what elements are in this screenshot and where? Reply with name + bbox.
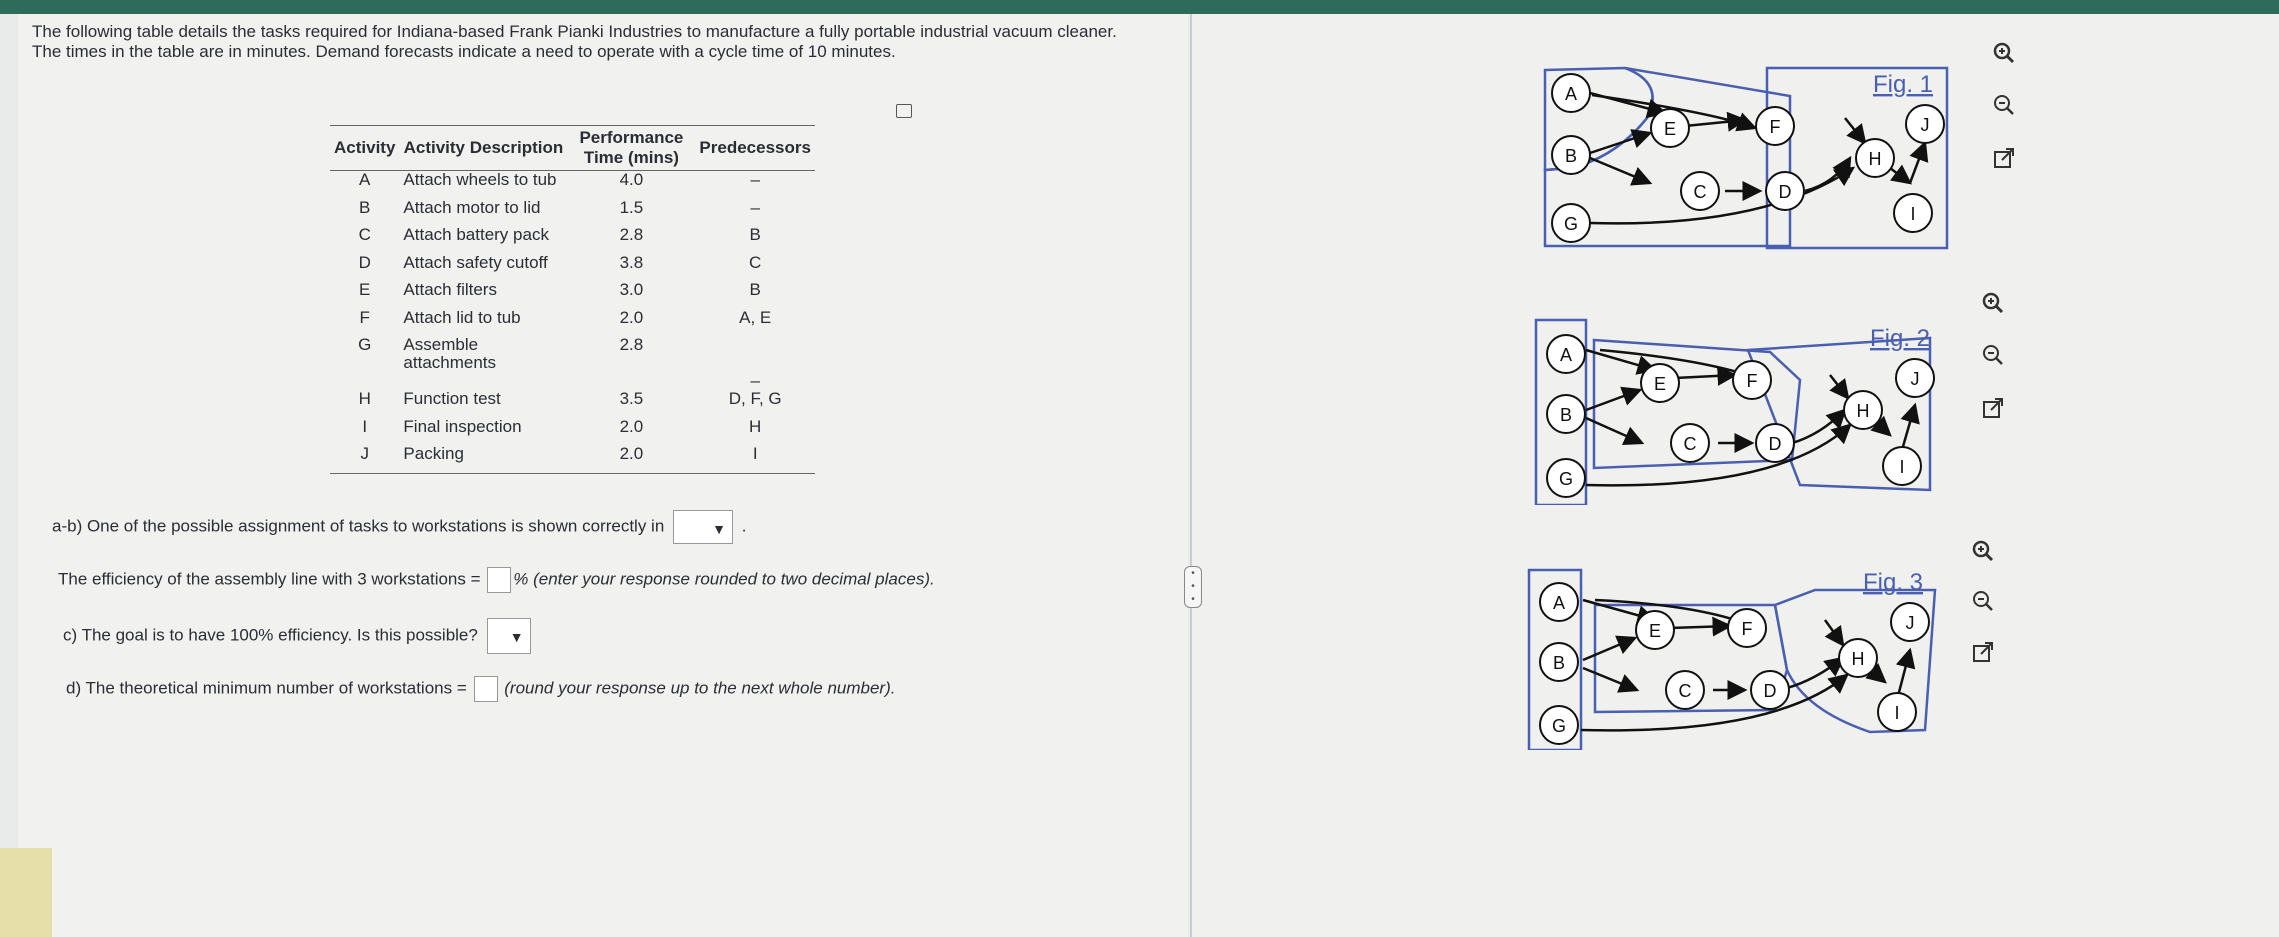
node-label: A bbox=[1559, 345, 1573, 365]
efficiency-input[interactable] bbox=[487, 567, 511, 593]
figure-label: Fig. 3 bbox=[1862, 569, 1924, 596]
top-bar bbox=[0, 0, 2279, 14]
dropdown-arrow-icon: ▼ bbox=[712, 521, 727, 537]
table-row: J Packing 2.0 I bbox=[330, 445, 815, 473]
open-external-icon[interactable] bbox=[1970, 640, 1996, 666]
zoom-in-icon[interactable] bbox=[1991, 40, 2017, 66]
node-label: E bbox=[1653, 374, 1667, 394]
node-label: J bbox=[1905, 613, 1915, 633]
figure-2 bbox=[1530, 310, 1950, 505]
copy-icon[interactable] bbox=[896, 104, 912, 118]
node-label: A bbox=[1552, 593, 1566, 613]
table-row: G Assemble attachments 2.8 – bbox=[358, 335, 760, 390]
zoom-out-icon[interactable] bbox=[1980, 342, 2006, 368]
node-label: G bbox=[1551, 716, 1567, 736]
min-workstations-input[interactable] bbox=[474, 676, 498, 702]
table-row: H Function test 3.5 D, F, G bbox=[358, 389, 782, 408]
zoom-out-icon[interactable] bbox=[1991, 92, 2017, 118]
node-label: E bbox=[1648, 621, 1662, 641]
node-label: B bbox=[1552, 653, 1566, 673]
table-row: E Attach filters 3.0 B bbox=[359, 280, 761, 299]
node-label: A bbox=[1564, 84, 1578, 104]
activity-table bbox=[330, 125, 815, 474]
zoom-out-icon[interactable] bbox=[1970, 588, 1996, 614]
node-label: C bbox=[1678, 681, 1692, 701]
open-external-icon[interactable] bbox=[1991, 146, 2017, 172]
zoom-in-icon[interactable] bbox=[1980, 290, 2006, 316]
dropdown-arrow-icon: ▼ bbox=[509, 629, 524, 645]
figure-label: Fig. 2 bbox=[1869, 325, 1931, 352]
node-label: J bbox=[1920, 115, 1930, 135]
node-label: H bbox=[1856, 401, 1870, 421]
table-row: B Attach motor to lid 1.5 – bbox=[359, 197, 760, 217]
node-label: F bbox=[1746, 371, 1758, 391]
node-label: F bbox=[1769, 117, 1781, 137]
node-label: H bbox=[1868, 149, 1882, 169]
node-label: D bbox=[1763, 681, 1777, 701]
node-label: B bbox=[1559, 405, 1573, 425]
node-label: I bbox=[1894, 703, 1900, 723]
node-label: D bbox=[1768, 434, 1782, 454]
problem-intro: The following table details the tasks required for Indiana-based Frank Pianki Industries to manufacture a fully portable industrial vacuum cleaner. The times in the table are in minutes. Demand forecasts indicate a need to operate with a cycle time of 10 minutes. bbox=[32, 22, 1117, 61]
node-label: I bbox=[1899, 457, 1905, 477]
col-header-description: Activity Description bbox=[399, 126, 567, 171]
possible-select-dropdown[interactable] bbox=[487, 618, 531, 654]
col-header-time: Performance Time (mins) bbox=[567, 126, 695, 171]
node-label: C bbox=[1683, 434, 1697, 454]
question-c: c) The goal is to have 100% efficiency. Is this possible? ▼ bbox=[63, 618, 535, 654]
node-label: G bbox=[1558, 469, 1574, 489]
node-label: H bbox=[1851, 649, 1865, 669]
node-label: B bbox=[1564, 146, 1578, 166]
node-label: G bbox=[1563, 214, 1579, 234]
figure-select-dropdown[interactable] bbox=[673, 510, 733, 544]
node-label: E bbox=[1663, 119, 1677, 139]
node-label: F bbox=[1741, 619, 1753, 639]
node-label: D bbox=[1778, 182, 1792, 202]
node-label: I bbox=[1910, 204, 1916, 224]
table-row: D Attach safety cutoff 3.8 C bbox=[358, 252, 762, 272]
node-label: J bbox=[1910, 369, 1920, 389]
figure-1 bbox=[1535, 58, 1955, 253]
zoom-in-icon[interactable] bbox=[1970, 538, 1996, 564]
col-header-activity: Activity bbox=[330, 126, 399, 171]
corner-note bbox=[0, 848, 52, 937]
question-efficiency: The efficiency of the assembly line with 3 workstations = % (enter your response rounded to two decimal places). bbox=[58, 567, 935, 593]
question-ab: a-b) One of the possible assignment of tasks to workstations is shown correctly in ▼ . bbox=[52, 510, 746, 544]
node-label: C bbox=[1693, 182, 1707, 202]
table-row: C Attach battery pack 2.8 B bbox=[358, 225, 761, 244]
panel-resize-handle[interactable]: • • • bbox=[1184, 566, 1202, 608]
open-external-icon[interactable] bbox=[1980, 396, 2006, 422]
col-header-predecessors: Predecessors bbox=[695, 126, 815, 171]
table-row: F Attach lid to tub 2.0 A, E bbox=[359, 307, 772, 327]
question-d: d) The theoretical minimum number of workstations = (round your response up to the next whole number). bbox=[66, 676, 895, 702]
table-row: A Attach wheels to tub 4.0 – bbox=[359, 170, 760, 189]
table-row: I Final inspection 2.0 H bbox=[362, 416, 762, 436]
figure-label: Fig. 1 bbox=[1872, 71, 1934, 98]
figure-3 bbox=[1525, 560, 1945, 750]
